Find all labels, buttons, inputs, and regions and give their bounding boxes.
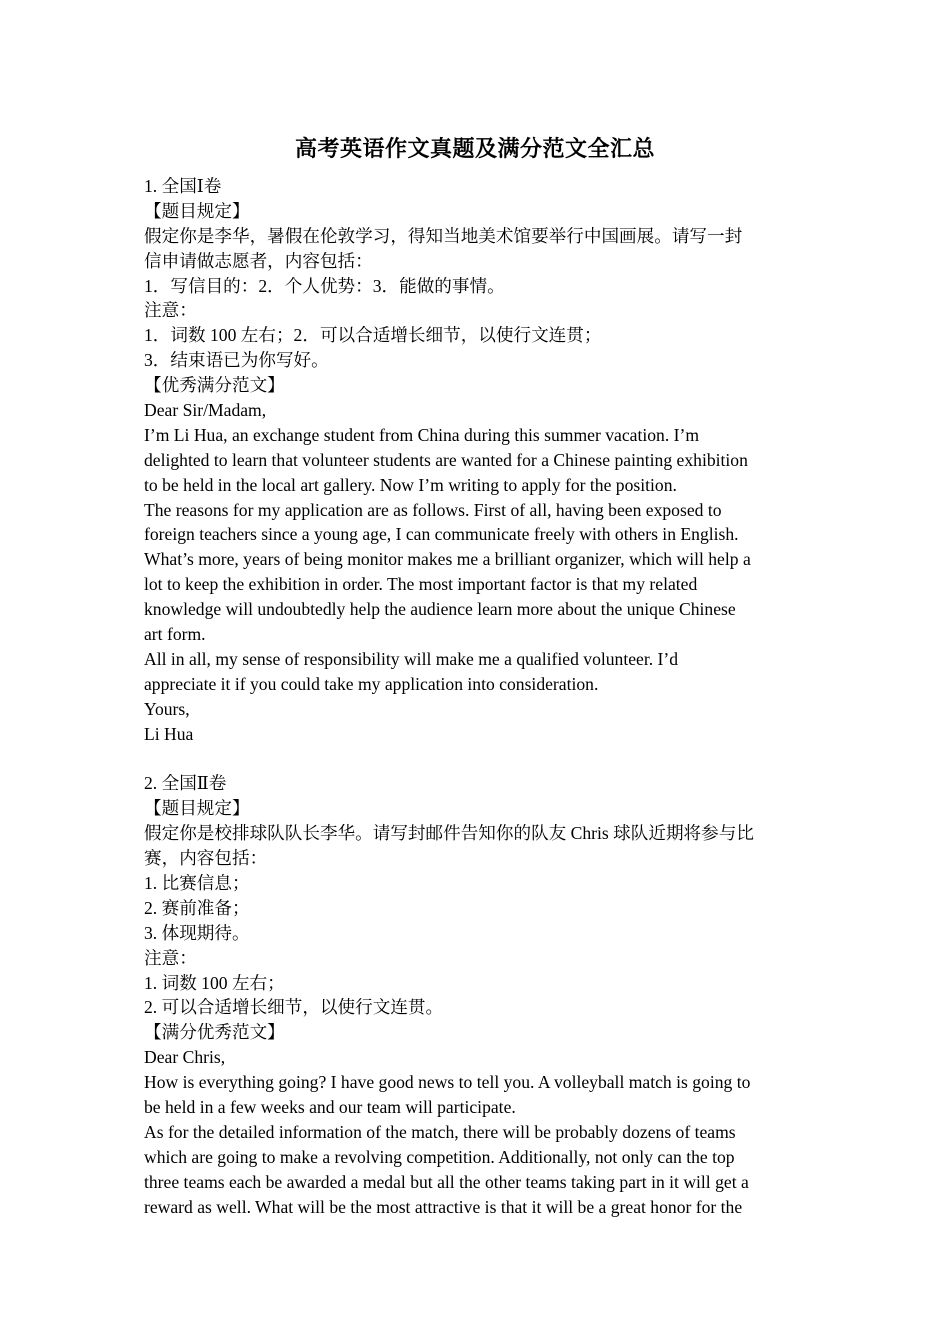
task-line: 1．词数 100 左右；2．可以合适增长细节，以使行文连贯； xyxy=(144,325,602,346)
task-line: 2. 可以合适增长细节，以使行文连贯。 xyxy=(144,997,444,1018)
essay-line: Dear Chris, xyxy=(144,1047,226,1068)
essay-line: foreign teachers since a young age, I can communicate freely with others in English. xyxy=(144,524,739,545)
essay-line: lot to keep the exhibition in order. The most important factor is that my related xyxy=(144,574,698,595)
essay-line: to be held in the local art gallery. Now I’m writing to apply for the position. xyxy=(144,474,677,495)
section2-sample-essay xyxy=(144,1045,812,1219)
task-line: 注意： xyxy=(144,300,197,321)
section1-sample-label: 【优秀满分范文】 xyxy=(144,375,285,396)
section1-task-label: 【题目规定】 xyxy=(144,200,250,221)
document-body xyxy=(144,174,812,1219)
task-line: 3. 体现期待。 xyxy=(144,922,250,943)
task-line: 1. 词数 100 左右； xyxy=(144,972,285,993)
essay-line: I’m Li Hua, an exchange student from China during this summer vacation. I’m xyxy=(144,424,700,445)
task-line: 假定你是李华，暑假在伦敦学习，得知当地美术馆要举行中国画展。请写一封 xyxy=(144,225,743,246)
essay-line: be held in a few weeks and our team will participate. xyxy=(144,1096,516,1117)
section2-heading: 2. 全国Ⅱ卷 xyxy=(144,773,227,794)
task-line: 3．结束语已为你写好。 xyxy=(144,350,329,371)
essay-line: As for the detailed information of the match, there will be probably dozens of teams xyxy=(144,1121,736,1142)
essay-line: art form. xyxy=(144,624,206,645)
section2-task-label: 【题目规定】 xyxy=(144,798,250,819)
section1-sample-essay xyxy=(144,398,812,746)
section2-task xyxy=(144,821,812,1020)
task-line: 2. 赛前准备； xyxy=(144,897,250,918)
task-line: 1．写信目的：2．个人优势：3．能做的事情。 xyxy=(144,275,505,296)
essay-line: Yours, xyxy=(144,698,190,719)
section1-heading: 1. 全国Ⅰ卷 xyxy=(144,176,222,196)
essay-line: knowledge will undoubtedly help the audience learn more about the unique Chinese xyxy=(144,599,736,620)
essay-line: three teams each be awarded a medal but all the other teams taking part in it will get a xyxy=(144,1171,749,1192)
essay-line: appreciate it if you could take my application into consideration. xyxy=(144,673,599,694)
task-line: 假定你是校排球队队长李华。请写封邮件告知你的队友 Chris 球队近期将参与比 xyxy=(144,823,754,844)
essay-line: What’s more, years of being monitor makes me a brilliant organizer, which will help a xyxy=(144,549,751,570)
task-line: 注意： xyxy=(144,947,197,968)
essay-line: which are going to make a revolving competition. Additionally, not only can the top xyxy=(144,1146,735,1167)
essay-line: delighted to learn that volunteer students are wanted for a Chinese painting exhibition xyxy=(144,449,748,470)
essay-line: How is everything going? I have good news to tell you. A volleyball match is going to xyxy=(144,1072,751,1093)
essay-line: Li Hua xyxy=(144,723,194,744)
essay-line: reward as well. What will be the most attractive is that it will be a great honor for the xyxy=(144,1196,743,1217)
section1-task xyxy=(144,224,812,373)
task-line: 信申请做志愿者，内容包括： xyxy=(144,250,373,271)
section2-sample-label: 【满分优秀范文】 xyxy=(144,1022,285,1043)
essay-line: The reasons for my application are as follows. First of all, having been exposed to xyxy=(144,499,722,520)
task-line: 赛，内容包括： xyxy=(144,848,268,869)
essay-line: Dear Sir/Madam, xyxy=(144,400,267,421)
document-title: 高考英语作文真题及满分范文全汇总 xyxy=(294,137,655,162)
essay-line: All in all, my sense of responsibility will make me a qualified volunteer. I’d xyxy=(144,648,679,669)
section-spacer xyxy=(144,746,812,771)
task-line: 1. 比赛信息； xyxy=(144,872,250,893)
